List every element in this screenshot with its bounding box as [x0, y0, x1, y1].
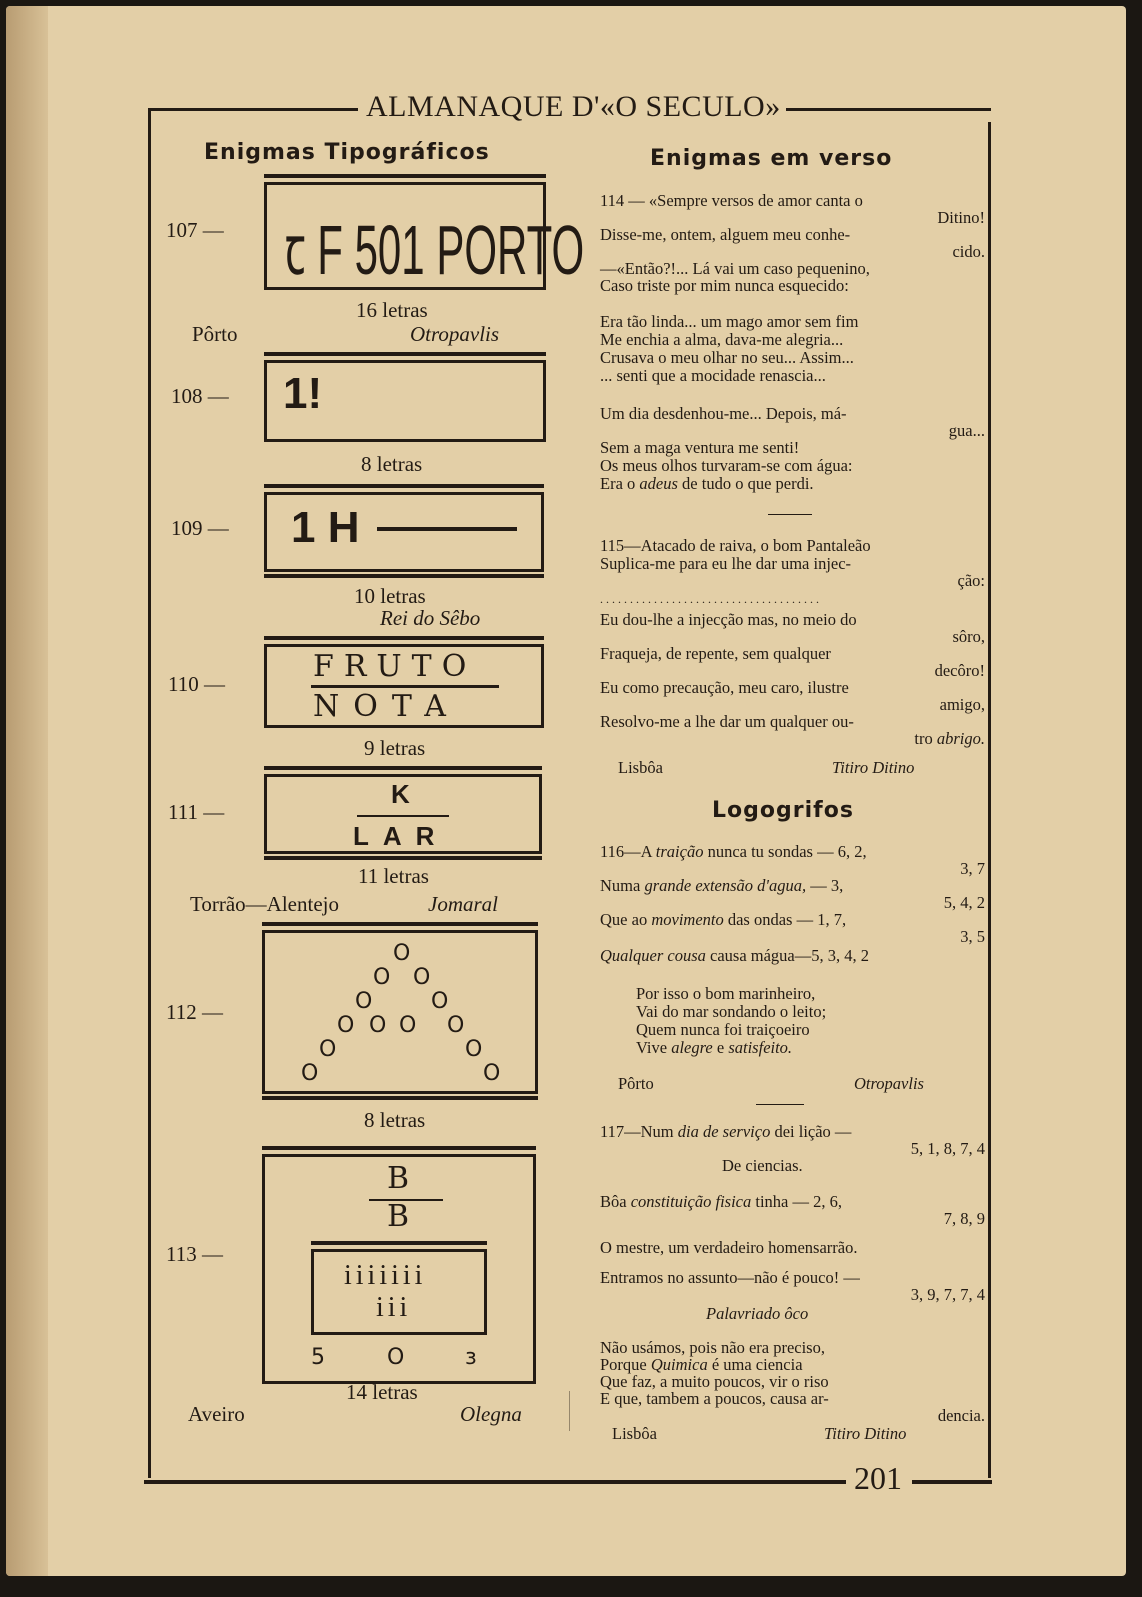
triangle-o: O: [399, 1013, 417, 1038]
rule: [264, 766, 542, 770]
logogrifo-116-line: 5, 4, 2: [943, 893, 985, 912]
logogrifo-117-line: 3, 9, 7, 7, 4: [910, 1285, 985, 1304]
text: e: [712, 1038, 729, 1057]
logogrifo-116-line: 3, 5: [960, 927, 985, 946]
left-border: [148, 108, 151, 1478]
enigma-111-place: Torrão—Alentejo: [190, 892, 339, 916]
text: Numa: [600, 876, 645, 895]
enigma-109-count: 10 letras: [354, 584, 426, 608]
enigma-110-bar: [311, 685, 499, 688]
enigma-113-b2: O: [387, 1345, 405, 1370]
page-number: 201: [854, 1460, 902, 1496]
poem-114-line: cido.: [952, 242, 985, 261]
enigma-110-number: 110 —: [168, 672, 225, 696]
poem-115-author: Titiro Ditino: [832, 758, 915, 777]
enigma-108-text: 1!: [283, 369, 323, 418]
text: traição: [655, 842, 704, 861]
text: Porque: [600, 1355, 651, 1374]
divider: [768, 514, 812, 515]
text: tro: [914, 729, 937, 748]
triangle-o: O: [483, 1061, 501, 1086]
text: Que ao: [600, 910, 652, 929]
poem-114-line: —«Então?!... Lá vai um caso pequenino,: [600, 259, 870, 278]
right-border: [988, 122, 991, 1478]
enigma-110-bottom: NOTA: [313, 689, 460, 724]
enigma-110-box: [264, 644, 544, 728]
text: Vive: [636, 1038, 672, 1057]
enigma-111-number: 111 —: [168, 800, 225, 824]
enigma-113-place: Aveiro: [188, 1402, 245, 1426]
rule: [264, 484, 544, 488]
text: 117—Num: [600, 1122, 678, 1141]
poem-114-line: ... senti que a mocidade renascia...: [600, 366, 826, 385]
triangle-o: O: [447, 1013, 465, 1038]
enigma-108-box: [264, 360, 546, 442]
text: grande extensão d'agua,: [644, 876, 807, 895]
poem-115-place: Lisbôa: [618, 758, 663, 777]
enigma-113-inner-row2: iii: [376, 1292, 412, 1323]
poem-114-line: Crusava o meu olhar no seu... Assim...: [600, 348, 854, 367]
triangle-o: O: [355, 989, 373, 1014]
poem-115-line: 115—Atacado de raiva, o bom Pantaleão: [600, 536, 871, 555]
logogrifo-117-line: Que faz, a muito poucos, vir o riso: [600, 1372, 829, 1391]
logogrifo-116-line: 3, 7: [960, 859, 985, 878]
poem-114-line: Um dia desdenhou-me... Depois, má-: [600, 404, 847, 423]
enigma-111-bottom: LAR: [353, 821, 449, 851]
enigma-107-author: Otropavlis: [410, 322, 500, 346]
text: Bôa: [600, 1192, 631, 1211]
enigma-107-count: 16 letras: [356, 298, 428, 322]
header-rule-right: [786, 108, 991, 111]
enigma-113-inner-box: [311, 1249, 487, 1335]
enigma-109-box: [264, 492, 544, 572]
logogrifo-116-line: [600, 946, 985, 965]
footer-rule-right: [912, 1480, 992, 1484]
logogrifo-116-place: Pôrto: [618, 1074, 654, 1093]
enigma-110-top: FRUTO: [313, 649, 477, 684]
logogrifo-117-line: O mestre, um verdadeiro homensarrão.: [600, 1238, 858, 1257]
column-divider: [569, 1391, 570, 1431]
enigma-113-box: [262, 1154, 536, 1384]
triangle-o: O: [431, 989, 449, 1014]
logogrifo-116-author: Otropavlis: [854, 1074, 924, 1093]
logogrifo-117-line: 5, 1, 8, 7, 4: [910, 1139, 985, 1158]
poem-114-line: gua...: [948, 421, 985, 440]
poem-115-line: sôro,: [952, 627, 985, 646]
logogrifo-117-author: Titiro Ditino: [824, 1424, 907, 1443]
enigma-111-top: K: [391, 779, 410, 809]
text: constituição fisica: [630, 1192, 752, 1211]
logogrifo-117-line: dencia.: [937, 1406, 985, 1425]
enigma-112-box: [262, 930, 538, 1094]
logogrifos-heading: Logogrifos: [712, 798, 854, 823]
page-title: ALMANAQUE D'«O SECULO»: [366, 90, 781, 123]
enigma-111-bar: [357, 815, 449, 817]
poem-114-line: Ditino!: [937, 208, 985, 227]
poem-114-line: Caso triste por mim nunca esquecido:: [600, 276, 849, 295]
text: nunca tu sondas — 6, 2,: [703, 842, 867, 861]
rule: [311, 1241, 487, 1245]
enigma-107-box: [264, 182, 585, 290]
text: de tudo o que perdi.: [677, 474, 814, 493]
rule: [264, 636, 544, 640]
text: dia de serviço: [677, 1122, 771, 1141]
enigma-113-count: 14 letras: [346, 1380, 418, 1404]
enigma-107-number: 107 —: [166, 218, 224, 242]
text: Era o: [600, 474, 640, 493]
logogrifo-117-line: Não usámos, pois não era preciso,: [600, 1338, 825, 1357]
poem-114-line: Os meus olhos turvaram-se com água:: [600, 456, 853, 475]
poem-114-line: [600, 474, 985, 493]
logogrifo-117-line: Palavriado ôco: [706, 1304, 809, 1323]
page-gutter: [6, 6, 48, 1576]
triangle-o: O: [337, 1013, 355, 1038]
poem-115-line: Fraqueja, de repente, sem qualquer: [600, 644, 831, 663]
enigma-109-dash: [377, 527, 517, 531]
text: é uma ciencia: [707, 1355, 803, 1374]
enigma-113-b3: ɜ: [465, 1345, 477, 1370]
almanac-page: [6, 6, 1126, 1576]
text: abrigo.: [936, 729, 985, 748]
enigma-113-top: B: [387, 1161, 410, 1196]
left-column-heading: Enigmas Tipográficos: [204, 140, 490, 165]
logogrifo-116-stanza: [636, 1038, 1021, 1057]
triangle-o: O: [319, 1037, 337, 1062]
enigma-112-count: 8 letras: [364, 1108, 426, 1132]
rule: [264, 856, 542, 860]
text: movimento: [651, 910, 724, 929]
enigma-113-b1: 5: [311, 1345, 325, 1370]
enigma-113-inner-row1: iiiiiii: [344, 1260, 427, 1291]
text: alegre: [671, 1038, 713, 1057]
divider: [756, 1104, 804, 1105]
logogrifo-116-stanza: Quem nunca foi traiçoeiro: [636, 1020, 810, 1039]
poem-115-dots: . . . . . . . . . . . . . . . . . . . . . . . . . . . . . . . . . . . . .: [600, 592, 819, 606]
enigma-109-author: Rei do Sêbo: [380, 606, 481, 630]
triangle-o: O: [369, 1013, 387, 1038]
enigma-108-count: 8 letras: [361, 452, 423, 476]
header-rule-left: [148, 108, 358, 111]
poem-115-line: Eu como precaução, meu caro, ilustre: [600, 678, 849, 697]
text: tinha — 2, 6,: [751, 1192, 842, 1211]
poem-115-line: ção:: [957, 571, 985, 590]
text: — 3,: [806, 876, 844, 895]
poem-114-line: 114 — «Sempre versos de amor canta o: [600, 191, 863, 210]
logogrifo-117-line: 7, 8, 9: [943, 1209, 985, 1228]
enigma-109-number: 109 —: [171, 516, 229, 540]
enigma-107-place: Pôrto: [192, 322, 238, 346]
logogrifo-117-line: Entramos no assunto—não é pouco! —: [600, 1268, 860, 1287]
rule: [264, 352, 546, 356]
poem-115-line: Eu dou-lhe a injecção mas, no meio do: [600, 610, 857, 629]
enigma-110-count: 9 letras: [364, 736, 426, 760]
enigma-111-count: 11 letras: [358, 864, 429, 888]
poem-115-line: decôro!: [934, 661, 985, 680]
poem-115-line: Resolvo-me a lhe dar um qualquer ou-: [600, 712, 854, 731]
rule: [262, 1096, 538, 1100]
enigma-108-number: 108 —: [171, 384, 229, 408]
enigma-113-author: Olegna: [460, 1402, 522, 1426]
logogrifo-117-line: De ciencias.: [722, 1156, 803, 1175]
text: adeus: [639, 474, 678, 493]
triangle-o: O: [413, 965, 431, 990]
poem-114-line: Disse-me, ontem, alguem meu conhe-: [600, 225, 851, 244]
logogrifo-117-place: Lisbôa: [612, 1424, 657, 1443]
text: Qualquer cousa: [600, 946, 706, 965]
enigma-107-text: ꞇ F 501 PORTO: [285, 211, 585, 289]
enigma-113-number: 113 —: [166, 1242, 223, 1266]
text: dei lição —: [770, 1122, 852, 1141]
footer-rule-left: [144, 1480, 846, 1484]
triangle-o: O: [465, 1037, 483, 1062]
poem-115-line: amigo,: [939, 695, 985, 714]
enigma-109-text: 1 H: [291, 503, 360, 552]
triangle-o: O: [373, 965, 391, 990]
right-column-heading: Enigmas em verso: [650, 146, 893, 171]
enigma-113-bottom: B: [387, 1199, 410, 1234]
text: Quimica: [650, 1355, 708, 1374]
enigma-112-number: 112 —: [166, 1000, 223, 1024]
rule: [264, 574, 544, 578]
logogrifo-116-stanza: Por isso o bom marinheiro,: [636, 984, 816, 1003]
poem-114-line: Era tão linda... um mago amor sem fim: [600, 312, 859, 331]
text: causa mágua—5, 3, 4, 2: [705, 946, 869, 965]
rule: [262, 1146, 536, 1150]
enigma-111-box: [264, 774, 542, 854]
triangle-o: O: [301, 1061, 319, 1086]
logogrifo-117-line: E que, tambem a poucos, causa ar-: [600, 1389, 829, 1408]
poem-115-line: Suplica-me para eu lhe dar uma injec-: [600, 554, 852, 573]
logogrifo-116-stanza: Vai do mar sondando o leito;: [636, 1002, 827, 1021]
poem-114-line: Sem a maga ventura me senti!: [600, 438, 800, 457]
poem-114-line: Me enchia a alma, dava-me alegria...: [600, 330, 844, 349]
rule: [262, 922, 538, 926]
poem-115-line: [600, 729, 985, 748]
rule: [264, 174, 546, 178]
text: 116—A: [600, 842, 656, 861]
text: das ondas — 1, 7,: [723, 910, 847, 929]
enigma-111-author: Jomaral: [428, 892, 498, 916]
triangle-o: O: [393, 941, 411, 966]
text: satisfeito.: [728, 1038, 793, 1057]
